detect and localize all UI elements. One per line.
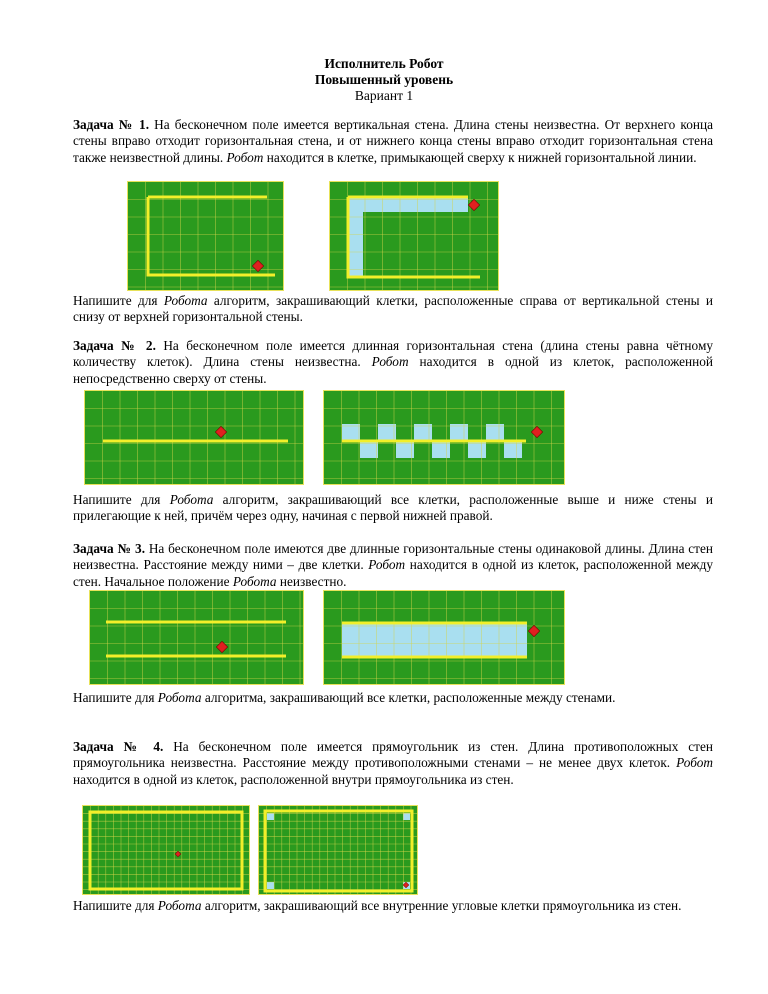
task-4-label: Задача № 4. bbox=[73, 739, 164, 754]
task-3-field-initial bbox=[89, 590, 304, 685]
robot-icon bbox=[531, 426, 542, 437]
document-level: Повышенный уровень bbox=[314, 72, 454, 87]
task-1-description: Задача № 1. На бесконечном поле имеется вертикальная стена. Длина стены неизвестна. От верхнего конца стены вправо отходит горизонтальная стена, и от нижнего конца стены вправо отходит горизонтальная стена также неизвестной длины. Робот находится в клетке, примыкающей сверху к нижней горизонтальной линии. bbox=[73, 117, 714, 165]
robot-icon bbox=[216, 641, 227, 652]
task-1-label: Задача № 1. bbox=[73, 117, 150, 132]
task-2-question: Напишите для Робота алгоритм, закрашивающий все клетки, расположенные выше и ниже стены и прилегающие к ней, причём через одну, начиная с первой нижней правой. bbox=[73, 492, 713, 524]
task-4-field-result bbox=[258, 805, 418, 895]
task-4-field-initial bbox=[82, 805, 250, 895]
task-3-field-result bbox=[323, 590, 565, 685]
robot-icon bbox=[252, 260, 263, 271]
task-3-label: Задача № 3. bbox=[73, 541, 146, 556]
task-2-description: Задача № 2. На бесконечном поле имеется длинная горизонтальная стена (длина стены равна чётному количеству клеток). Длина стены неизвестна. Робот находится в одной из клеток, расположенной непосредственно сверху от стены. bbox=[73, 338, 714, 386]
task-2-field-result bbox=[323, 390, 565, 485]
task-1-question: Напишите для Робота алгоритм, закрашивающий клетки, расположенные справа от вертикальной стены и снизу от верхней горизонтальной стены. bbox=[73, 293, 714, 325]
task-2-field-initial bbox=[84, 390, 304, 485]
wall-rectangle bbox=[265, 811, 412, 891]
document-variant: Вариант 1 bbox=[354, 88, 414, 103]
task-2-label: Задача № 2. bbox=[73, 338, 156, 353]
robot-icon bbox=[175, 851, 181, 857]
task-1-field-result bbox=[329, 181, 499, 291]
wall-rectangle bbox=[90, 812, 242, 889]
task-4-description: Задача № 4. На бесконечном поле имеется прямоугольник из стен. Длина противоположных стен прямоугольника неизвестна. Расстояние между противоположными стенами – не менее двух клеток. Робот находится в одной из клеток, расположенной внутри прямоугольника из стен. bbox=[73, 739, 714, 787]
task-3-question: Напишите для Робота алгоритма, закрашивающий все клетки, расположенные между стенами. bbox=[73, 690, 616, 705]
document-title: Исполнитель Робот bbox=[324, 56, 444, 71]
task-3-description: Задача № 3. На бесконечном поле имеются две длинные горизонтальные стены одинаковой длины. Длина стен неизвестна. Расстояние между ними – две клетки. Робот находится в одной из клеток, расположенной между стен. Начальное положение Робота неизвестно. bbox=[73, 541, 713, 589]
task-4-question: Напишите для Робота алгоритм, закрашивающий все внутренние угловые клетки прямоугольника из стен. bbox=[73, 898, 682, 913]
robot-icon bbox=[528, 625, 539, 636]
task-1-field-initial bbox=[127, 181, 284, 291]
